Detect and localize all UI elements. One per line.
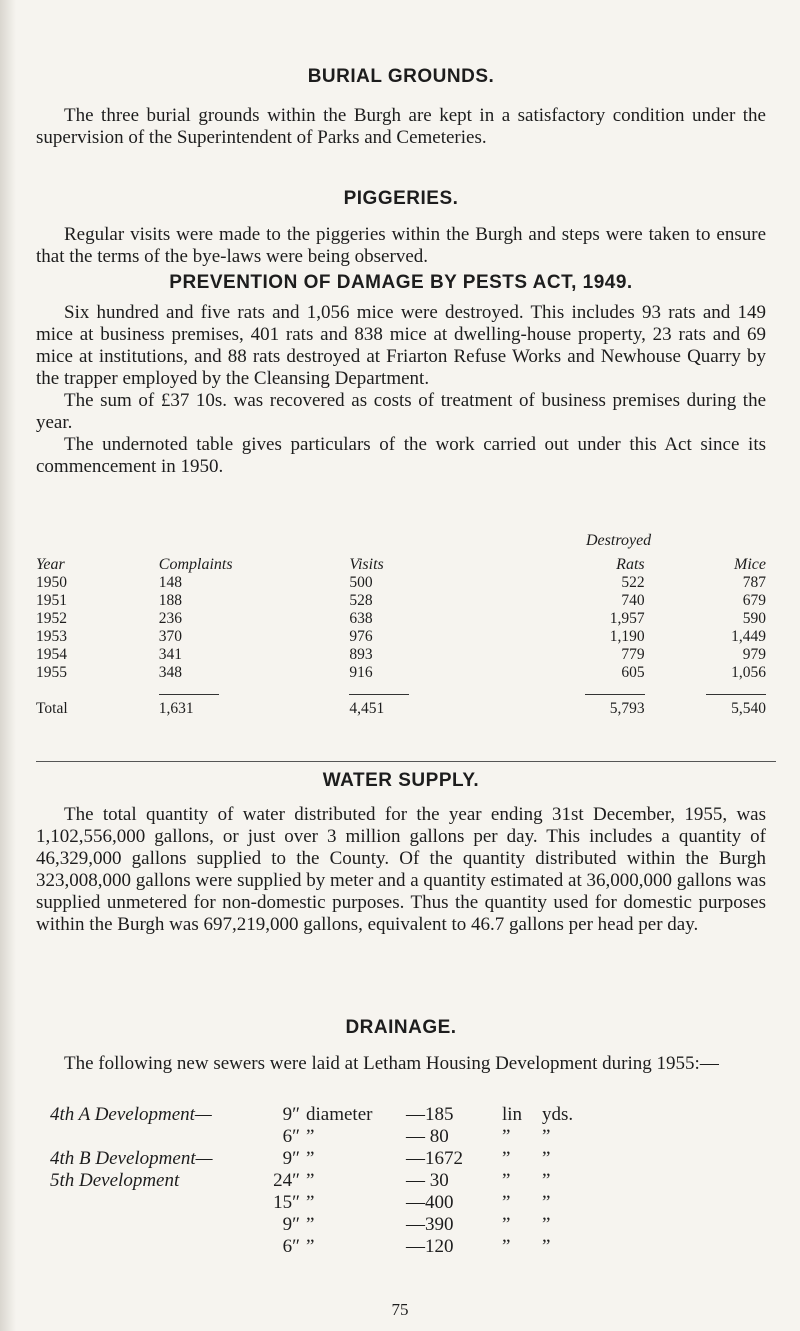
header-complaints: Complaints: [158, 556, 233, 573]
cell-visits: 893: [349, 646, 373, 663]
sewer-development: 4th B Development—: [50, 1148, 213, 1169]
table-bottom-rule: [36, 761, 776, 762]
pests-section: [36, 272, 766, 478]
sewer-unit: ”: [306, 1236, 315, 1257]
drainage-paragraph: The following new sewers were laid at Letham Housing Development during 1955:—: [64, 1053, 719, 1074]
cell-mice: 1,449: [731, 628, 766, 645]
burial-heading: BURIAL GROUNDS.: [307, 66, 495, 87]
page-edge-shadow: [0, 0, 16, 1331]
sewer-length: —185: [406, 1104, 454, 1125]
total-visits: 4,451: [349, 700, 385, 717]
sewer-size: 9″: [282, 1148, 300, 1169]
sewer-development: [50, 1192, 246, 1214]
sewer-yds: ”: [542, 1192, 551, 1213]
sewer-yds: ”: [542, 1148, 551, 1169]
list-item: [50, 1236, 582, 1258]
list-item: [50, 1170, 582, 1192]
total-mice: 5,540: [731, 700, 766, 717]
sewer-lin: ”: [502, 1236, 511, 1257]
total-complaints: 1,631: [158, 700, 194, 717]
pests-table: [36, 556, 766, 718]
cell-rats: 1,190: [609, 628, 645, 645]
total-row: [36, 700, 766, 718]
cell-year: 1953: [36, 628, 67, 645]
page-number: 75: [391, 1300, 409, 1319]
drainage-heading: DRAINAGE.: [345, 1017, 457, 1038]
sewer-lin: ”: [502, 1148, 511, 1169]
sewer-development: [50, 1126, 246, 1148]
sewer-unit: ”: [306, 1126, 315, 1147]
sewer-yds: ”: [542, 1170, 551, 1191]
list-item: [50, 1126, 582, 1148]
cell-mice: 679: [742, 592, 766, 609]
water-paragraph: The total quantity of water distributed for the year ending 31st December, 1955, was 1,102,556,000 gallons, or just over 3 million gallons per day. This includes a quantity of 46,329,000 gallons supplied to the County. Of the quantity distributed within the Burgh 323,008,000 gallons were supplied by meter and a quantity estimated at 36,000,000 gallons was supplied unmetered for non-domestic purposes. Thus the quantity used for domestic purposes within the Burgh was 697,219,000 gallons, equivalent to 46.7 gallons per head per day.: [36, 804, 766, 935]
sewer-size: 6″: [282, 1236, 300, 1257]
list-item: [50, 1104, 582, 1126]
sewers-table: [50, 1104, 582, 1258]
total-rats: 5,793: [609, 700, 645, 717]
cell-mice: 979: [742, 646, 766, 663]
sewer-lin: ”: [502, 1170, 511, 1191]
list-item: [50, 1192, 582, 1214]
subtotal-rule-row: [36, 682, 766, 700]
sewer-size: 15″: [273, 1192, 300, 1213]
table-row: [36, 664, 766, 682]
cell-complaints: 148: [158, 574, 183, 591]
cell-mice: 1,056: [731, 664, 766, 681]
cell-rats: 779: [621, 646, 645, 663]
sewer-lin: ”: [502, 1126, 511, 1147]
sewer-development: 4th A Development—: [50, 1104, 212, 1125]
piggeries-heading: PIGGERIES.: [343, 188, 459, 209]
sewer-yds: ”: [542, 1126, 551, 1147]
piggeries-section: [36, 188, 766, 268]
total-label: Total: [36, 700, 68, 717]
header-mice: Mice: [734, 556, 766, 573]
sewer-yds: ”: [542, 1214, 551, 1235]
sewer-lin: ”: [502, 1214, 511, 1235]
sewer-length: —400: [406, 1192, 454, 1213]
water-heading: WATER SUPPLY.: [322, 770, 480, 791]
header-rats: Rats: [616, 556, 645, 573]
cell-rats: 740: [621, 592, 645, 609]
sewer-development: [50, 1236, 246, 1258]
cell-year: 1950: [36, 574, 67, 591]
table-row: [36, 628, 766, 646]
list-item: [50, 1214, 582, 1236]
cell-mice: 787: [742, 574, 766, 591]
sewer-unit: ”: [306, 1214, 315, 1235]
cell-visits: 976: [349, 628, 373, 645]
sewer-length: — 80: [406, 1126, 449, 1147]
pests-table-header-row: [36, 556, 766, 574]
subtotal-rule: [585, 694, 645, 695]
sewer-size: 24″: [273, 1170, 300, 1191]
destroyed-group-header: Destroyed: [586, 532, 652, 549]
sewer-development: 5th Development: [50, 1170, 180, 1191]
piggeries-paragraph: Regular visits were made to the piggeries within the Burgh and steps were taken to ensure that the terms of the bye-laws were being observed.: [36, 224, 766, 267]
list-item: [50, 1148, 582, 1170]
subtotal-rule: [159, 694, 219, 695]
cell-year: 1954: [36, 646, 67, 663]
pests-heading: PREVENTION OF DAMAGE BY PESTS ACT, 1949.: [169, 272, 633, 293]
cell-complaints: 236: [158, 610, 183, 627]
sewer-size: 9″: [282, 1214, 300, 1235]
sewer-length: —390: [406, 1214, 454, 1235]
subtotal-rule: [706, 694, 766, 695]
cell-complaints: 341: [158, 646, 183, 663]
sewer-size: 9″: [282, 1104, 300, 1125]
table-row: [36, 610, 766, 628]
table-row: [36, 592, 766, 610]
sewer-unit: diameter: [306, 1104, 373, 1125]
drainage-section: [36, 1017, 766, 1075]
table-row: [36, 646, 766, 664]
sewer-unit: ”: [306, 1170, 315, 1191]
cell-complaints: 188: [158, 592, 183, 609]
pests-paragraph-1: Six hundred and five rats and 1,056 mice were destroyed. This includes 93 rats and 149 mice at business premises, 401 rats and 838 mice at dwelling-house property, 23 rats and 69 mice at institutions, and 88 rats destroyed at Friarton Refuse Works and Newhouse Quarry by the trapper employed by the Cleansing Department.: [36, 302, 766, 389]
sewer-yds: yds.: [542, 1104, 574, 1125]
sewer-length: —1672: [406, 1148, 463, 1169]
sewer-development: [50, 1214, 246, 1236]
sewer-length: — 30: [406, 1170, 449, 1191]
cell-complaints: 348: [158, 664, 183, 681]
table-row: [36, 574, 766, 592]
burial-section: [36, 66, 766, 149]
subtotal-rule: [349, 694, 409, 695]
cell-visits: 638: [349, 610, 373, 627]
cell-mice: 590: [742, 610, 766, 627]
sewer-unit: ”: [306, 1192, 315, 1213]
header-visits: Visits: [349, 556, 384, 573]
cell-year: 1951: [36, 592, 67, 609]
pests-paragraph-3: The undernoted table gives particulars of the work carried out under this Act since its commencement in 1950.: [36, 434, 766, 477]
sewer-lin: ”: [502, 1192, 511, 1213]
pests-paragraph-2: The sum of £37 10s. was recovered as costs of treatment of business premises during the year.: [36, 390, 766, 433]
sewer-lin: lin: [502, 1104, 523, 1125]
header-year: Year: [36, 556, 65, 573]
cell-year: 1955: [36, 664, 67, 681]
cell-visits: 916: [349, 664, 373, 681]
sewer-unit: ”: [306, 1148, 315, 1169]
water-section: [36, 770, 766, 936]
burial-paragraph: The three burial grounds within the Burgh are kept in a satisfactory condition under the supervision of the Superintendent of Parks and Cemeteries.: [36, 105, 766, 148]
sewer-length: —120: [406, 1236, 454, 1257]
cell-complaints: 370: [158, 628, 183, 645]
sewer-yds: ”: [542, 1236, 551, 1257]
cell-visits: 500: [349, 574, 373, 591]
cell-rats: 1,957: [609, 610, 645, 627]
cell-rats: 522: [621, 574, 645, 591]
cell-rats: 605: [621, 664, 645, 681]
cell-visits: 528: [349, 592, 373, 609]
cell-year: 1952: [36, 610, 67, 627]
sewer-size: 6″: [282, 1126, 300, 1147]
